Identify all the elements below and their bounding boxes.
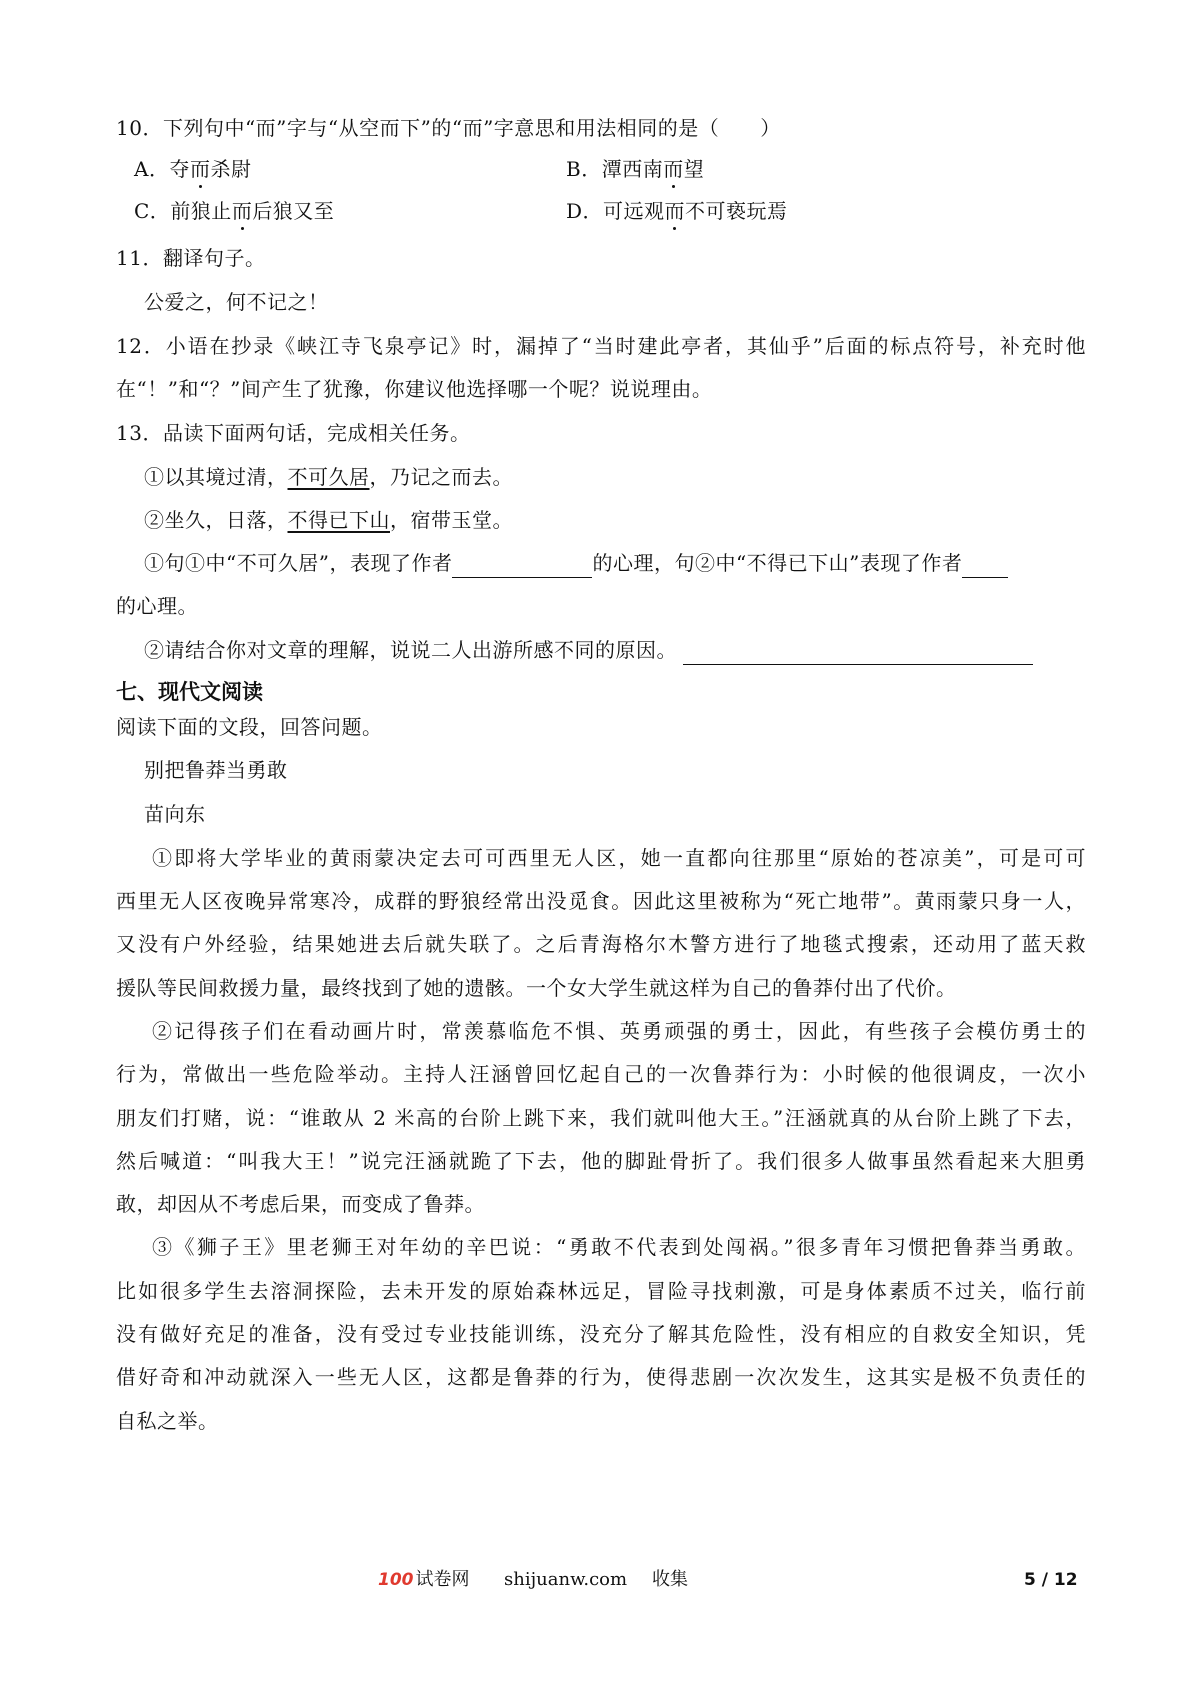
logo-text: 试卷网 — [415, 1569, 470, 1590]
q13-task-1: ①句①中“不可久居”，表现了作者 的心理，句②中“不得已下山”表现了作者 — [144, 548, 1086, 578]
site-logo[interactable] — [378, 1565, 470, 1595]
paragraph-3-line: 没有做好充足的准备，没有受过专业技能训练，没充分了解其危险性，没有相应的自救安全知识，凭 — [116, 1322, 1086, 1346]
q10-option-b[interactable]: B．潭西南而望 — [566, 154, 704, 184]
paragraph-2-line: 行为，常做出一些危险举动。主持人汪涵曾回忆起自己的一次鲁莽行为：小时候的他很调皮，一次小 — [116, 1062, 1086, 1086]
q10-option-d[interactable]: D．可远观而不可亵玩焉 — [566, 196, 788, 226]
paragraph-1-line: 又没有户外经验，结果她进去后就失联了。之后青海格尔木警方进行了地毯式搜索，还动用了蓝天救 — [116, 932, 1086, 956]
q12-line-2: 在“！”和“？”间产生了犹豫，你建议他选择哪一个呢？说说理由。 — [116, 377, 713, 401]
paragraph-3-line: ③《狮子王》里老狮王对年幼的辛巴说：“勇敢不代表到处闯祸。”很多青年习惯把鲁莽当勇敢。 — [152, 1235, 1086, 1259]
paragraph-2-line: ②记得孩子们在看动画片时，常羡慕临危不惧、英勇顽强的勇士，因此，有些孩子会模仿勇士的 — [152, 1019, 1086, 1043]
paragraph-1-line: 西里无人区夜晚异常寒冷，成群的野狼经常出没觅食。因此这里被称为“死亡地带”。黄雨蒙只身一人， — [116, 889, 1086, 913]
underlined-phrase: 不可久居 — [287, 465, 370, 489]
paragraph-1-line: 援队等民间救援力量，最终找到了她的遗骸。一个女大学生就这样为自己的鲁莽付出了代价。 — [116, 976, 957, 1000]
article-author: 苗向东 — [144, 802, 206, 826]
q13-task-2: ②请结合你对文章的理解，说说二人出游所感不同的原因。 — [144, 635, 1086, 665]
logo-mark: 100 — [378, 1570, 414, 1590]
page-number: 5 / 12 — [1024, 1570, 1078, 1590]
q10-stem: 10．下列句中“而”字与“从空而下”的“而”字意思和用法相同的是（ ） — [116, 116, 781, 140]
emphasis-dot: 而 — [663, 154, 684, 184]
q13-stem: 13．品读下面两句话，完成相关任务。 — [116, 421, 471, 445]
paragraph-3-line: 借好奇和冲动就深入一些无人区，这都是鲁莽的行为，使得悲剧一次次发生，这其实是极不负责任的 — [116, 1365, 1086, 1389]
paragraph-2-line: 敢，却因从不考虑后果，而变成了鲁莽。 — [116, 1192, 485, 1216]
underlined-phrase: 不得已下山 — [287, 508, 390, 532]
answer-blank[interactable] — [962, 555, 1008, 578]
article-title: 别把鲁莽当勇敢 — [144, 758, 288, 782]
emphasis-dot: 而 — [665, 196, 686, 226]
section-heading: 七、现代文阅读 — [116, 680, 263, 704]
answer-blank[interactable] — [452, 555, 592, 578]
paragraph-1-line: ①即将大学毕业的黄雨蒙决定去可可西里无人区，她一直都向往那里“原始的苍凉美”，可是可可 — [152, 846, 1086, 870]
collect-label: 收集 — [652, 1569, 688, 1590]
q10-option-a[interactable]: A．夺而杀尉 — [134, 154, 251, 184]
paragraph-2-line: 然后喊道：“叫我大王！”说完汪涵就跪了下去，他的脚趾骨折了。我们很多人做事虽然看起来大胆勇 — [116, 1149, 1086, 1173]
emphasis-dot: 而 — [232, 196, 253, 226]
paragraph-3-line: 自私之举。 — [116, 1409, 219, 1433]
answer-blank[interactable] — [683, 642, 1033, 665]
q11-sentence: 公爱之，何不记之！ — [144, 290, 329, 314]
q13-sentence-2: ②坐久，日落，不得已下山，宿带玉堂。 — [144, 508, 513, 532]
q13-task-1-end: 的心理。 — [116, 594, 198, 618]
paragraph-3-line: 比如很多学生去溶洞探险，去未开发的原始森林远足，冒险寻找刺激，可是身体素质不过关，临行前 — [116, 1279, 1086, 1303]
q12-line-1: 12．小语在抄录《峡江寺飞泉亭记》时，漏掉了“当时建此亭者，其仙乎”后面的标点符号，补充时他 — [116, 334, 1086, 358]
page-footer — [0, 1565, 1191, 1595]
paragraph-2-line: 朋友们打赌，说：“谁敢从 2 米高的台阶上跳下来，我们就叫他大王。”汪涵就真的从台阶上跳了下去， — [116, 1106, 1086, 1130]
q10-option-c[interactable]: C．前狼止而后狼又至 — [134, 196, 334, 226]
emphasis-dot: 而 — [190, 154, 211, 184]
site-domain-link[interactable]: shijuanw.com — [504, 1569, 628, 1590]
reading-instruction: 阅读下面的文段，回答问题。 — [116, 715, 383, 739]
q11-stem: 11．翻译句子。 — [116, 246, 266, 270]
q13-sentence-1: ①以其境过清，不可久居，乃记之而去。 — [144, 465, 513, 489]
